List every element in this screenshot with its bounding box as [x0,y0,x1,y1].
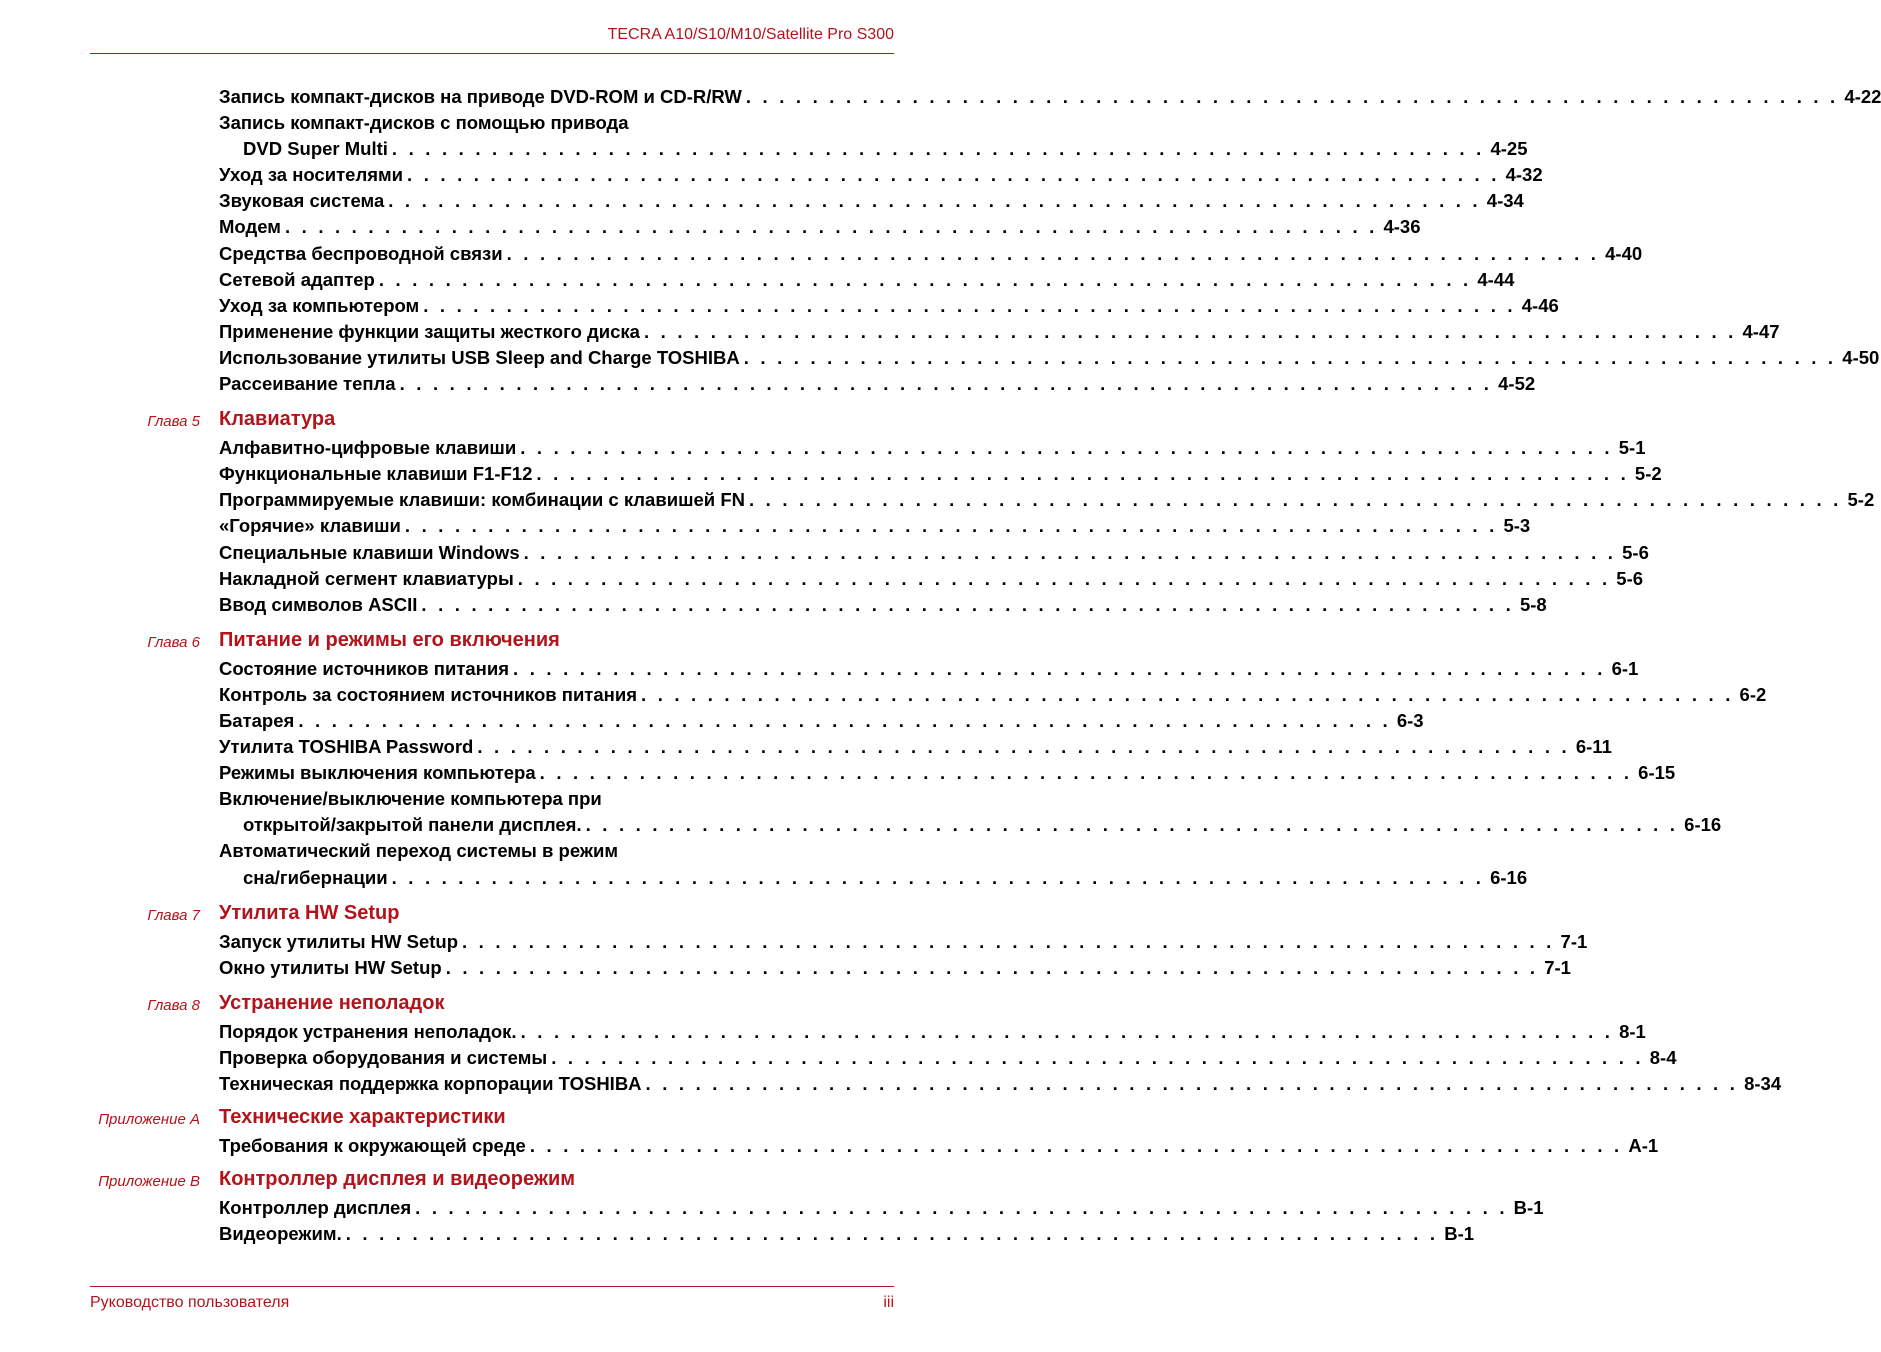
chapter-block [0,1103,1659,1159]
chapter-heading[interactable] [0,899,954,929]
dot-leader: . . . . . . . . . . . . . . . . . . . . . . . . . . . . . . . . . . . . . . . . . . . . . . . . . . . . . . . . . . . . . . . . . . [404,515,1498,537]
toc-page-number: 4-36 [1383,216,1421,238]
dot-leader: . . . . . . . . . . . . . . . . . . . . . . . . . . . . . . . . . . . . . . . . . . . . . . . . . . . . . . . . . . . . . . . . . . [399,373,1493,395]
chapter-label: Глава 6 [147,633,200,651]
toc-page-number: 6-11 [1575,736,1612,758]
toc-page-number: 5-2 [1634,463,1662,485]
dot-leader: . . . . . . . . . . . . . . . . . . . . . . . . . . . . . . . . . . . . . . . . . . . . . . . . . . . . . . . . . . . . . . . . . . [523,541,1617,563]
toc-entry[interactable] [219,1019,1646,1045]
toc-entry[interactable] [219,760,1676,786]
toc-entry-title: Накладной сегмент клавиатуры [219,567,514,589]
toc-entry-title: «Горячие» клавиши [219,515,401,537]
toc-entry[interactable] [219,513,1531,539]
chapter-title: Контроллер дисплея и видеорежим [219,1168,576,1191]
dot-leader: . . . . . . . . . . . . . . . . . . . . . . . . . . . . . . . . . . . . . . . . . . . . . . . . . . . . . . . . . . . . . . . . . . [388,190,1481,212]
toc-entry-title: Применение функции защиты жесткого диска [219,320,640,342]
toc-page-number: 4-25 [1490,138,1528,160]
dot-leader: . . . . . . . . . . . . . . . . . . . . . . . . . . . . . . . . . . . . . . . . . . . . . . . . . . . . . . . . . . . . . . . . . . [745,86,1839,107]
toc-entry-title: Запись компакт-дисков с помощью привода [219,112,629,134]
toc-entry[interactable] [219,955,1571,981]
dot-leader: . . . . . . . . . . . . . . . . . . . . . . . . . . . . . . . . . . . . . . . . . . . . . . . . . . . . . . . . . . . . . . . . . . [284,216,1378,238]
toc-entry-title: Запись компакт-дисков на приводе DVD-ROM и CD-R/RW [219,86,742,107]
toc-entry[interactable] [219,929,1588,955]
toc-entry[interactable] [219,838,895,864]
toc-entry-title: Программируемые клавиши: комбинации с клавишей FN [219,489,745,511]
toc-entry-title: Порядок устранения неполадок. [219,1020,517,1042]
toc-entry-title: Специальные клавиши Windows [219,541,520,563]
toc-page-number: 4-47 [1742,320,1780,342]
dot-leader: . . . . . . . . . . . . . . . . . . . . . . . . . . . . . . . . . . . . . . . . . . . . . . . . . . . . . . . . . . . . . . . . . . [743,346,1837,368]
toc-page-number: 5-8 [1519,593,1547,615]
toc-entry[interactable] [219,1071,1782,1097]
toc-page-number: В-1 [1513,1197,1544,1219]
toc-entry[interactable] [219,540,1649,566]
toc-page-number: 4-40 [1605,242,1643,264]
toc-entry-title: Контроль за состоянием источников питания [219,683,638,705]
chapter-block [0,899,1588,981]
toc-entry-title-continued: сна/гибернации [243,866,388,888]
chapter-block [0,626,1767,891]
toc-entry-title: Утилита TOSHIBA Password [219,736,474,758]
toc-entry[interactable] [219,345,1880,371]
toc-entry[interactable] [219,656,1639,682]
toc-entry-title: Проверка оборудования и системы [219,1046,548,1068]
toc-page-number: 4-34 [1486,190,1524,212]
toc-entry-title: Функциональные клавиши F1-F12 [219,463,533,485]
toc-page-number: 6-16 [1490,866,1528,888]
dot-leader: . . . . . . . . . . . . . . . . . . . . . . . . . . . . . . . . . . . . . . . . . . . . . . . . . . . . . . . . . . . . . . . . . . [529,1135,1623,1157]
toc-page-number: 6-3 [1396,709,1424,731]
toc-entry-title: Запуск утилиты HW Setup [219,930,458,952]
table-of-contents [0,84,1881,1247]
chapter-label: Глава 8 [147,996,200,1014]
toc-entry[interactable] [219,188,1524,214]
chapter-title: Технические характеристики [219,1106,506,1129]
toc-page-number: 7-1 [1544,956,1571,978]
toc-entry-title: Окно утилиты HW Setup [219,956,442,978]
chapter-block [0,405,1875,618]
toc-page-number: 5-6 [1622,541,1649,563]
dot-leader: . . . . . . . . . . . . . . . . . . . . . . . . . . . . . . . . . . . . . . . . . . . . . . . . . . . . . . . . . . . . . . . . . . [462,930,1555,952]
toc-entry-title: Видеорежим. [219,1223,342,1245]
toc-entry-title: Ввод символов ASCII [219,593,418,615]
toc-page-number: 6-15 [1638,762,1676,784]
chapter-heading[interactable] [0,1103,954,1133]
dot-leader: . . . . . . . . . . . . . . . . . . . . . . . . . . . . . . . . . . . . . . . . . . . . . . . . . . . . . . . . . . . . . . . . . . [407,164,1500,186]
chapter-block [0,1165,1544,1247]
toc-page-number: А-1 [1628,1135,1659,1157]
chapter-heading[interactable] [0,1165,954,1195]
dot-leader: . . . . . . . . . . . . . . . . . . . . . . . . . . . . . . . . . . . . . . . . . . . . . . . . . . . . . . . . . . . . . . . . . . [536,463,1629,485]
toc-entry-title: Состояние источников питания [219,657,510,679]
toc-page-number: 5-3 [1503,515,1531,537]
running-footer [90,1294,894,1312]
header-rule [90,53,894,54]
dot-leader: . . . . . . . . . . . . . . . . . . . . . . . . . . . . . . . . . . . . . . . . . . . . . . . . . . . . . . . . . . . . . . . . . . [551,1046,1644,1068]
toc-entry[interactable] [219,110,895,136]
toc-page-number: 5-1 [1618,437,1646,459]
toc-entry[interactable] [219,371,1536,397]
toc-entry[interactable] [219,786,895,812]
toc-entry-title: Автоматический переход системы в режим [219,840,619,862]
dot-leader: . . . . . . . . . . . . . . . . . . . . . . . . . . . . . . . . . . . . . . . . . . . . . . . . . . . . . . . . . . . . . . . . . . [520,437,1613,459]
toc-entry-title-continued: DVD Super Multi [243,138,388,160]
dot-leader: . . . . . . . . . . . . . . . . . . . . . . . . . . . . . . . . . . . . . . . . . . . . . . . . . . . . . . . . . . . . . . . . . . [445,956,1539,978]
toc-page-number: 6-16 [1684,814,1722,836]
toc-page-number: 4-52 [1498,373,1536,395]
toc-entry-continuation[interactable] [243,865,1528,891]
toc-page-number: 6-2 [1739,683,1767,705]
chapter-label: Приложение А [98,1111,200,1129]
toc-page-number: В-1 [1444,1223,1475,1245]
toc-page-number: 4-22 [1844,86,1881,107]
toc-page-number: 8-1 [1619,1020,1646,1042]
toc-entry-title: Звуковая система [219,190,385,212]
toc-entry-title: Средства беспроводной связи [219,242,503,264]
dot-leader: . . . . . . . . . . . . . . . . . . . . . . . . . . . . . . . . . . . . . . . . . . . . . . . . . . . . . . . . . . . . . . . . . . [520,1020,1614,1042]
chapter-title: Питание и режимы его включения [219,628,560,651]
toc-entry[interactable] [219,708,1424,734]
chapter-label: Приложение В [98,1173,200,1191]
toc-entry-title: Техническая поддержка корпорации TOSHIBA [219,1073,642,1094]
chapter-heading[interactable] [0,989,954,1019]
chapter-label: Глава 7 [147,906,200,924]
dot-leader: . . . . . . . . . . . . . . . . . . . . . . . . . . . . . . . . . . . . . . . . . . . . . . . . . . . . . . . . . . . . . . . . . . [585,814,1679,836]
toc-page-number: 4-46 [1521,294,1559,316]
dot-leader: . . . . . . . . . . . . . . . . . . . . . . . . . . . . . . . . . . . . . . . . . . . . . . . . . . . . . . . . . . . . . . . . . . [345,1223,1439,1245]
toc-entry-title: Модем [219,216,281,238]
toc-entry[interactable] [219,461,1662,487]
toc-page-number: 4-32 [1505,164,1543,186]
toc-entry-title: Уход за носителями [219,164,404,186]
toc-entry[interactable] [219,267,1515,293]
dot-leader: . . . . . . . . . . . . . . . . . . . . . . . . . . . . . . . . . . . . . . . . . . . . . . . . . . . . . . . . . . . . . . . . . . [423,294,1516,316]
toc-entry-title-continued: открытой/закрытой панели дисплея. [243,814,582,836]
dot-leader: . . . . . . . . . . . . . . . . . . . . . . . . . . . . . . . . . . . . . . . . . . . . . . . . . . . . . . . . . . . . . . . . . . [415,1197,1508,1219]
toc-entry[interactable] [219,293,1559,319]
chapter-title: Клавиатура [219,408,336,431]
toc-entry[interactable] [219,1133,1659,1159]
toc-entry-continuation[interactable] [243,136,1528,162]
chapter-block [0,989,1782,1097]
toc-entry-title: Включение/выключение компьютера при [219,788,602,810]
dot-leader: . . . . . . . . . . . . . . . . . . . . . . . . . . . . . . . . . . . . . . . . . . . . . . . . . . . . . . . . . . . . . . . . . . [477,736,1570,758]
toc-page-number: 5-2 [1847,489,1875,511]
footer-rule [90,1286,894,1287]
toc-entry[interactable] [219,734,1612,760]
footer-page-number: iii [883,1294,894,1311]
toc-entry-title: Использование утилиты USB Sleep and Charge TOSHIBA [219,346,740,368]
toc-entry-title: Уход за компьютером [219,294,420,316]
chapter-label: Глава 5 [147,413,200,431]
toc-entry-title: Сетевой адаптер [219,268,375,290]
chapter-title: Утилита HW Setup [219,901,400,924]
toc-page-number: 8-4 [1649,1046,1677,1068]
toc-entry[interactable] [219,487,1875,513]
toc-entry-title: Батарея [219,709,295,731]
dot-leader: . . . . . . . . . . . . . . . . . . . . . . . . . . . . . . . . . . . . . . . . . . . . . . . . . . . . . . . . . . . . . . . . . . [378,268,1472,290]
toc-entry[interactable] [219,319,1780,345]
toc-page-number: 4-50 [1842,346,1880,368]
toc-entry[interactable] [219,1221,1475,1247]
toc-entry[interactable] [219,1195,1544,1221]
toc-entry[interactable] [219,1045,1677,1071]
toc-entry-title: Контроллер дисплея [219,1197,412,1219]
chapter-4-entries [0,84,1881,397]
toc-entry[interactable] [219,214,1421,240]
toc-page-number: 6-1 [1611,657,1639,679]
dot-leader: . . . . . . . . . . . . . . . . . . . . . . . . . . . . . . . . . . . . . . . . . . . . . . . . . . . . . . . . . . . . . . . . . . [391,138,1485,160]
toc-entry[interactable] [219,592,1547,618]
toc-entry-title: Режимы выключения компьютера [219,762,536,784]
toc-page-number: 8-34 [1744,1073,1782,1094]
toc-entry[interactable] [219,566,1644,592]
chapter-heading[interactable] [0,626,954,656]
toc-entry[interactable] [219,682,1767,708]
toc-entry-title: Требования к окружающей среде [219,1135,526,1157]
dot-leader: . . . . . . . . . . . . . . . . . . . . . . . . . . . . . . . . . . . . . . . . . . . . . . . . . . . . . . . . . . . . . . . . . . [643,320,1737,342]
toc-page-number: 4-44 [1477,268,1515,290]
toc-entry[interactable] [219,162,1543,188]
dot-leader: . . . . . . . . . . . . . . . . . . . . . . . . . . . . . . . . . . . . . . . . . . . . . . . . . . . . . . . . . . . . . . . . . . [391,866,1485,888]
dot-leader: . . . . . . . . . . . . . . . . . . . . . . . . . . . . . . . . . . . . . . . . . . . . . . . . . . . . . . . . . . . . . . . . . . [517,567,1611,589]
dot-leader: . . . . . . . . . . . . . . . . . . . . . . . . . . . . . . . . . . . . . . . . . . . . . . . . . . . . . . . . . . . . . . . . . . [539,762,1633,784]
toc-page-number: 5-6 [1616,567,1644,589]
toc-entry[interactable] [219,84,1881,110]
toc-entry[interactable] [219,435,1646,461]
dot-leader: . . . . . . . . . . . . . . . . . . . . . . . . . . . . . . . . . . . . . . . . . . . . . . . . . . . . . . . . . . . . . . . . . . [645,1073,1739,1094]
toc-entry-continuation[interactable] [243,812,1722,838]
running-header: TECRA A10/S10/M10/Satellite Pro S300 [607,26,894,43]
dot-leader: . . . . . . . . . . . . . . . . . . . . . . . . . . . . . . . . . . . . . . . . . . . . . . . . . . . . . . . . . . . . . . . . . . [748,489,1842,511]
dot-leader: . . . . . . . . . . . . . . . . . . . . . . . . . . . . . . . . . . . . . . . . . . . . . . . . . . . . . . . . . . . . . . . . . . [506,242,1600,264]
chapter-heading[interactable] [0,405,954,435]
footer-manual-title: Руководство пользователя [90,1294,290,1311]
toc-entry-title: Рассеивание тепла [219,373,396,395]
toc-entry-title: Алфавитно-цифровые клавиши [219,437,517,459]
dot-leader: . . . . . . . . . . . . . . . . . . . . . . . . . . . . . . . . . . . . . . . . . . . . . . . . . . . . . . . . . . . . . . . . . . [641,683,1734,705]
toc-page-number: 7-1 [1560,930,1588,952]
dot-leader: . . . . . . . . . . . . . . . . . . . . . . . . . . . . . . . . . . . . . . . . . . . . . . . . . . . . . . . . . . . . . . . . . . [513,657,1606,679]
toc-entry[interactable] [219,241,1643,267]
dot-leader: . . . . . . . . . . . . . . . . . . . . . . . . . . . . . . . . . . . . . . . . . . . . . . . . . . . . . . . . . . . . . . . . . . [298,709,1391,731]
dot-leader: . . . . . . . . . . . . . . . . . . . . . . . . . . . . . . . . . . . . . . . . . . . . . . . . . . . . . . . . . . . . . . . . . . [421,593,1514,615]
chapter-title: Устранение неполадок [219,991,445,1014]
